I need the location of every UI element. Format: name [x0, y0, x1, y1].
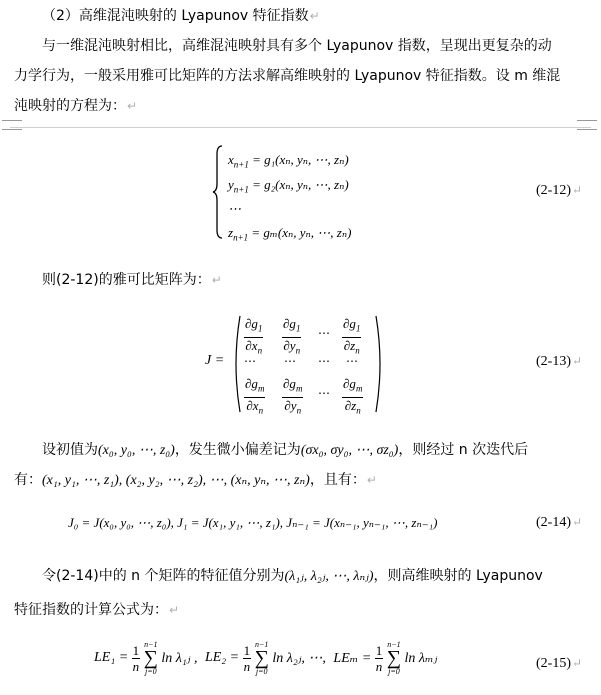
paragraph-line: 力学行为，一般采用雅可比矩阵的方法求解高维映射的 Lyapunov 特征指数。设 m 维混: [14, 68, 561, 84]
summation: n−1 ∑ j=0: [143, 640, 158, 676]
matrix-ellipsis: ⋯: [318, 354, 330, 368]
jacobian-matrix: [232, 314, 384, 414]
equation-row: $x_{n+1} = g_1(x_n$, yₙ, ⋯, zₙ): [228, 152, 349, 170]
paragraph-line: 有：(x₁, y₁, ⋯, z₁), (x₂, y₂, ⋯, z₂), ⋯, (xₙ, yₙ, ⋯, zₙ)，且有：↵: [14, 472, 377, 488]
equation-number: (2-13)↵: [536, 354, 583, 369]
matrix-ellipsis: ⋯: [346, 354, 358, 368]
matrix-ellipsis: ⋯: [244, 354, 256, 368]
paragraph-line: 沌映射的方程为：↵: [14, 98, 138, 114]
matrix-cell: $\frac{\partial g_m}{\partial x_n}$: [245, 376, 265, 416]
matrix-ellipsis: ⋯: [318, 326, 330, 340]
section-heading: （2）高维混沌映射的 Lyapunov 特征指数↵: [42, 8, 320, 24]
equation-system: [228, 150, 351, 248]
equation-number: (2-12)↵: [536, 183, 583, 198]
equation-row: ⋯: [228, 201, 241, 217]
paragraph-line: 则(2-12)的雅可比矩阵为：↵: [42, 272, 222, 288]
matrix-ellipsis: ⋯: [318, 386, 330, 400]
page-separator: [10, 127, 591, 128]
matrix-cell: $\frac{\partial g_m}{\partial y_n}$: [283, 376, 303, 416]
margin-marker: [577, 120, 597, 130]
equation-row: $y_{n+1} = g_2(x_n$, yₙ, ⋯, zₙ): [228, 176, 349, 195]
matrix-cell: $\frac{\partial g_1}{\partial z_n}$: [343, 316, 361, 356]
matrix-cell: $\frac{\partial g_1}{\partial x_n}$: [245, 316, 263, 356]
summation: n−1 ∑ j=0: [254, 640, 269, 676]
equation-number: (2-15)↵: [536, 656, 583, 671]
paragraph-line: 令(2-14)中的 n 个矩阵的特征值分别为(λ₁ⱼ, λ₂ⱼ, ⋯, λₙⱼ)，则高维映射的 Lyapunov: [42, 568, 543, 584]
left-brace: [212, 144, 224, 240]
matrix-ellipsis: ⋯: [284, 354, 296, 368]
summation: n−1 ∑ j=0: [386, 640, 402, 676]
paragraph-line: 与一维混沌映射相比，高维混沌映射具有多个 Lyapunov 指数，呈现出更复杂的动: [42, 38, 552, 54]
margin-marker: [2, 120, 22, 130]
matrix-cell: $\frac{\partial g_1}{\partial y_n}$: [283, 316, 301, 356]
matrix-cell: $\frac{\partial g_m}{\partial z_n}$: [343, 376, 363, 416]
equation-number: (2-14)↵: [536, 515, 583, 530]
equation-row: $z_{n+1} = g_m(x_n$, yₙ, ⋯, zₙ): [228, 225, 352, 243]
matrix-lhs: J =: [205, 353, 225, 368]
equation-lyapunov: LE₁ = $\frac{1}{n}$ n−1 ∑ j=0 ln λ₁ⱼ , LE₂ = $\frac{1}{n}$ n−1 ∑ j=0 ln λ₂ⱼ, ⋯, LEₘ = $\frac{1}{n}$ n−1 ∑ j=0 ln λₘⱼ: [94, 640, 438, 676]
paragraph-line: 设初值为(x₀, y₀, ⋯, z₀)，发生微小偏差记为(σx₀, σy₀, ⋯, σz₀)，则经过 n 次迭代后: [42, 442, 529, 458]
paragraph-line: 特征指数的计算公式为：↵: [14, 602, 180, 618]
equation-jacobians: J₀ = J(x₀, y₀, ⋯, z₀), J₁ = J(x₁, y₁, ⋯, z₁), Jₙ₋₁ = J(xₙ₋₁, yₙ₋₁, ⋯, zₙ₋₁): [68, 515, 438, 530]
